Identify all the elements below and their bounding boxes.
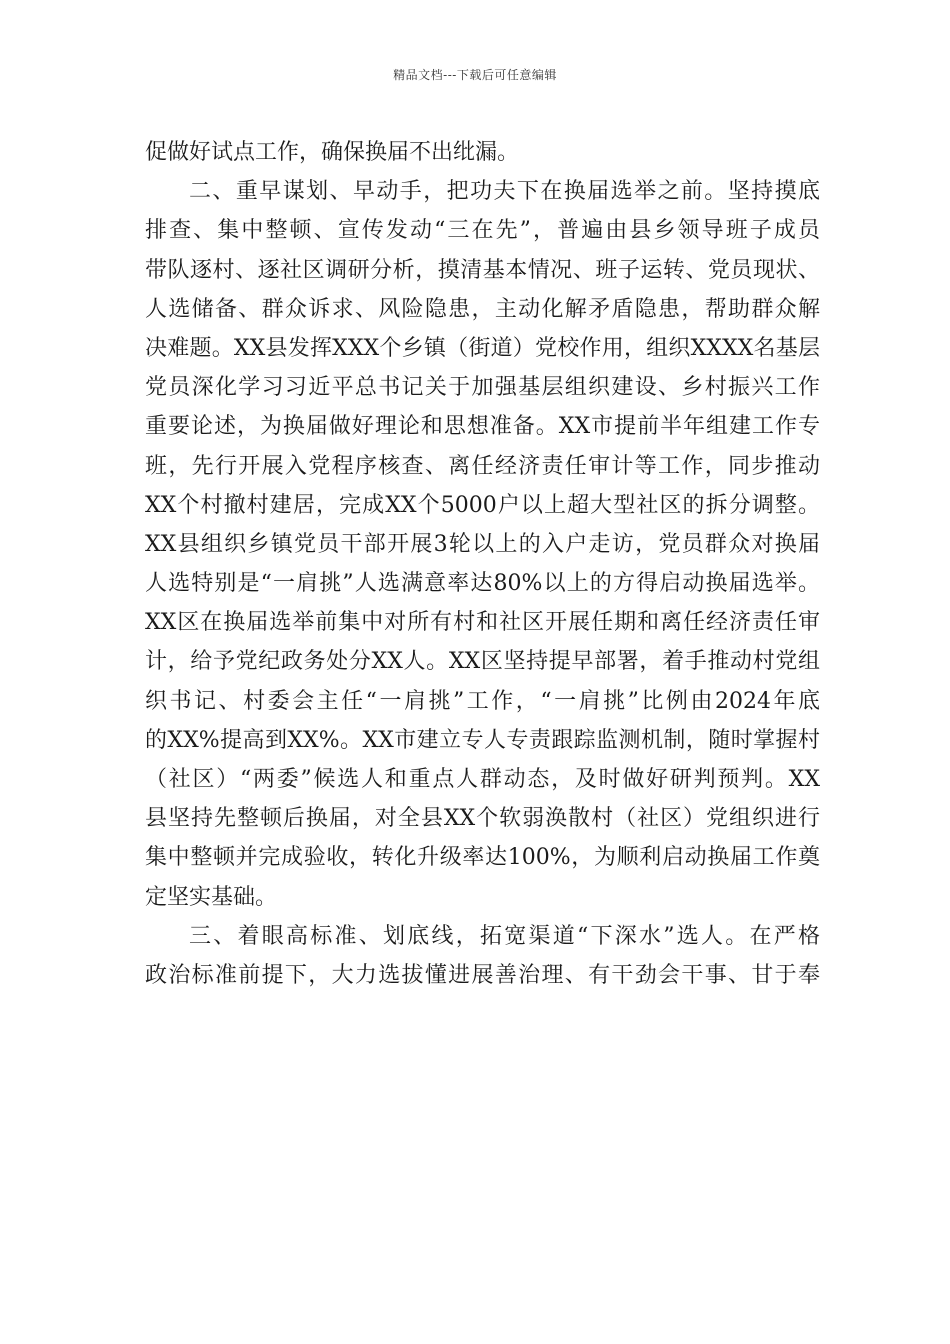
text-line: 县坚持先整顿后换届，对全县XX个软弱涣散村（社区）党组织进行 xyxy=(145,806,820,832)
text-line: XX区在换届选举前集中对所有村和社区开展任期和离任经济责任审 xyxy=(145,610,820,636)
paragraph-start-line: 二、重早谋划、早动手，把功夫下在换届选举之前。坚持摸底 xyxy=(189,179,820,205)
text-line: 重要论述，为换届做好理论和思想准备。XX市提前半年组建工作专 xyxy=(145,414,820,440)
text-line: 定坚实基础。 xyxy=(145,884,278,910)
text-line: （社区）“两委”候选人和重点人群动态，及时做好研判预判。XX xyxy=(145,767,820,792)
text-line: XX县组织乡镇党员干部开展3轮以上的入户走访，党员群众对换届 xyxy=(145,531,820,557)
text-line: 人选特别是“一肩挑”人选满意率达80%以上的方得启动换届选举。 xyxy=(145,571,820,597)
document-body xyxy=(145,133,820,995)
text-line: 政治标准前提下，大力选拔懂进展善治理、有干劲会干事、甘于奉 xyxy=(145,962,820,988)
text-line: 集中整顿并完成验收，转化升级率达100%，为顺利启动换届工作奠 xyxy=(145,845,820,871)
text-line: 促做好试点工作，确保换届不出纰漏。 xyxy=(145,140,520,165)
text-line: 人选储备、群众诉求、风险隐患，主动化解矛盾隐患，帮助群众解 xyxy=(145,296,820,322)
text-line: 决难题。XX县发挥XXX个乡镇（街道）党校作用，组织XXXX名基层 xyxy=(145,335,820,361)
text-line: 计，给予党纪政务处分XX人。XX区坚持提早部署，着手推动村党组 xyxy=(145,649,820,675)
paragraph-start-line: 三、着眼高标准、划底线，拓宽渠道“下深水”选人。在严格 xyxy=(189,923,820,949)
page-header: 精品文档---下载后可任意编辑 xyxy=(393,68,557,82)
text-line: XX个村撤村建居，完成XX个5000户以上超大型社区的拆分调整。 xyxy=(145,492,820,518)
text-line: 排查、集中整顿、宣传发动“三在先”，普遍由县乡领导班子成员 xyxy=(145,218,820,244)
text-line: 班，先行开展入党程序核查、离任经济责任审计等工作，同步推动 xyxy=(145,453,820,479)
text-line: 的XX%提高到XX%。XX市建立专人专责跟踪监测机制，随时掌握村 xyxy=(145,727,820,753)
text-line: 带队逐村、逐社区调研分析，摸清基本情况、班子运转、党员现状、 xyxy=(145,257,820,283)
text-line: 党员深化学习习近平总书记关于加强基层组织建设、乡村振兴工作 xyxy=(145,375,820,401)
text-line: 织书记、村委会主任“一肩挑”工作，“一肩挑”比例由2024年底 xyxy=(145,688,820,714)
